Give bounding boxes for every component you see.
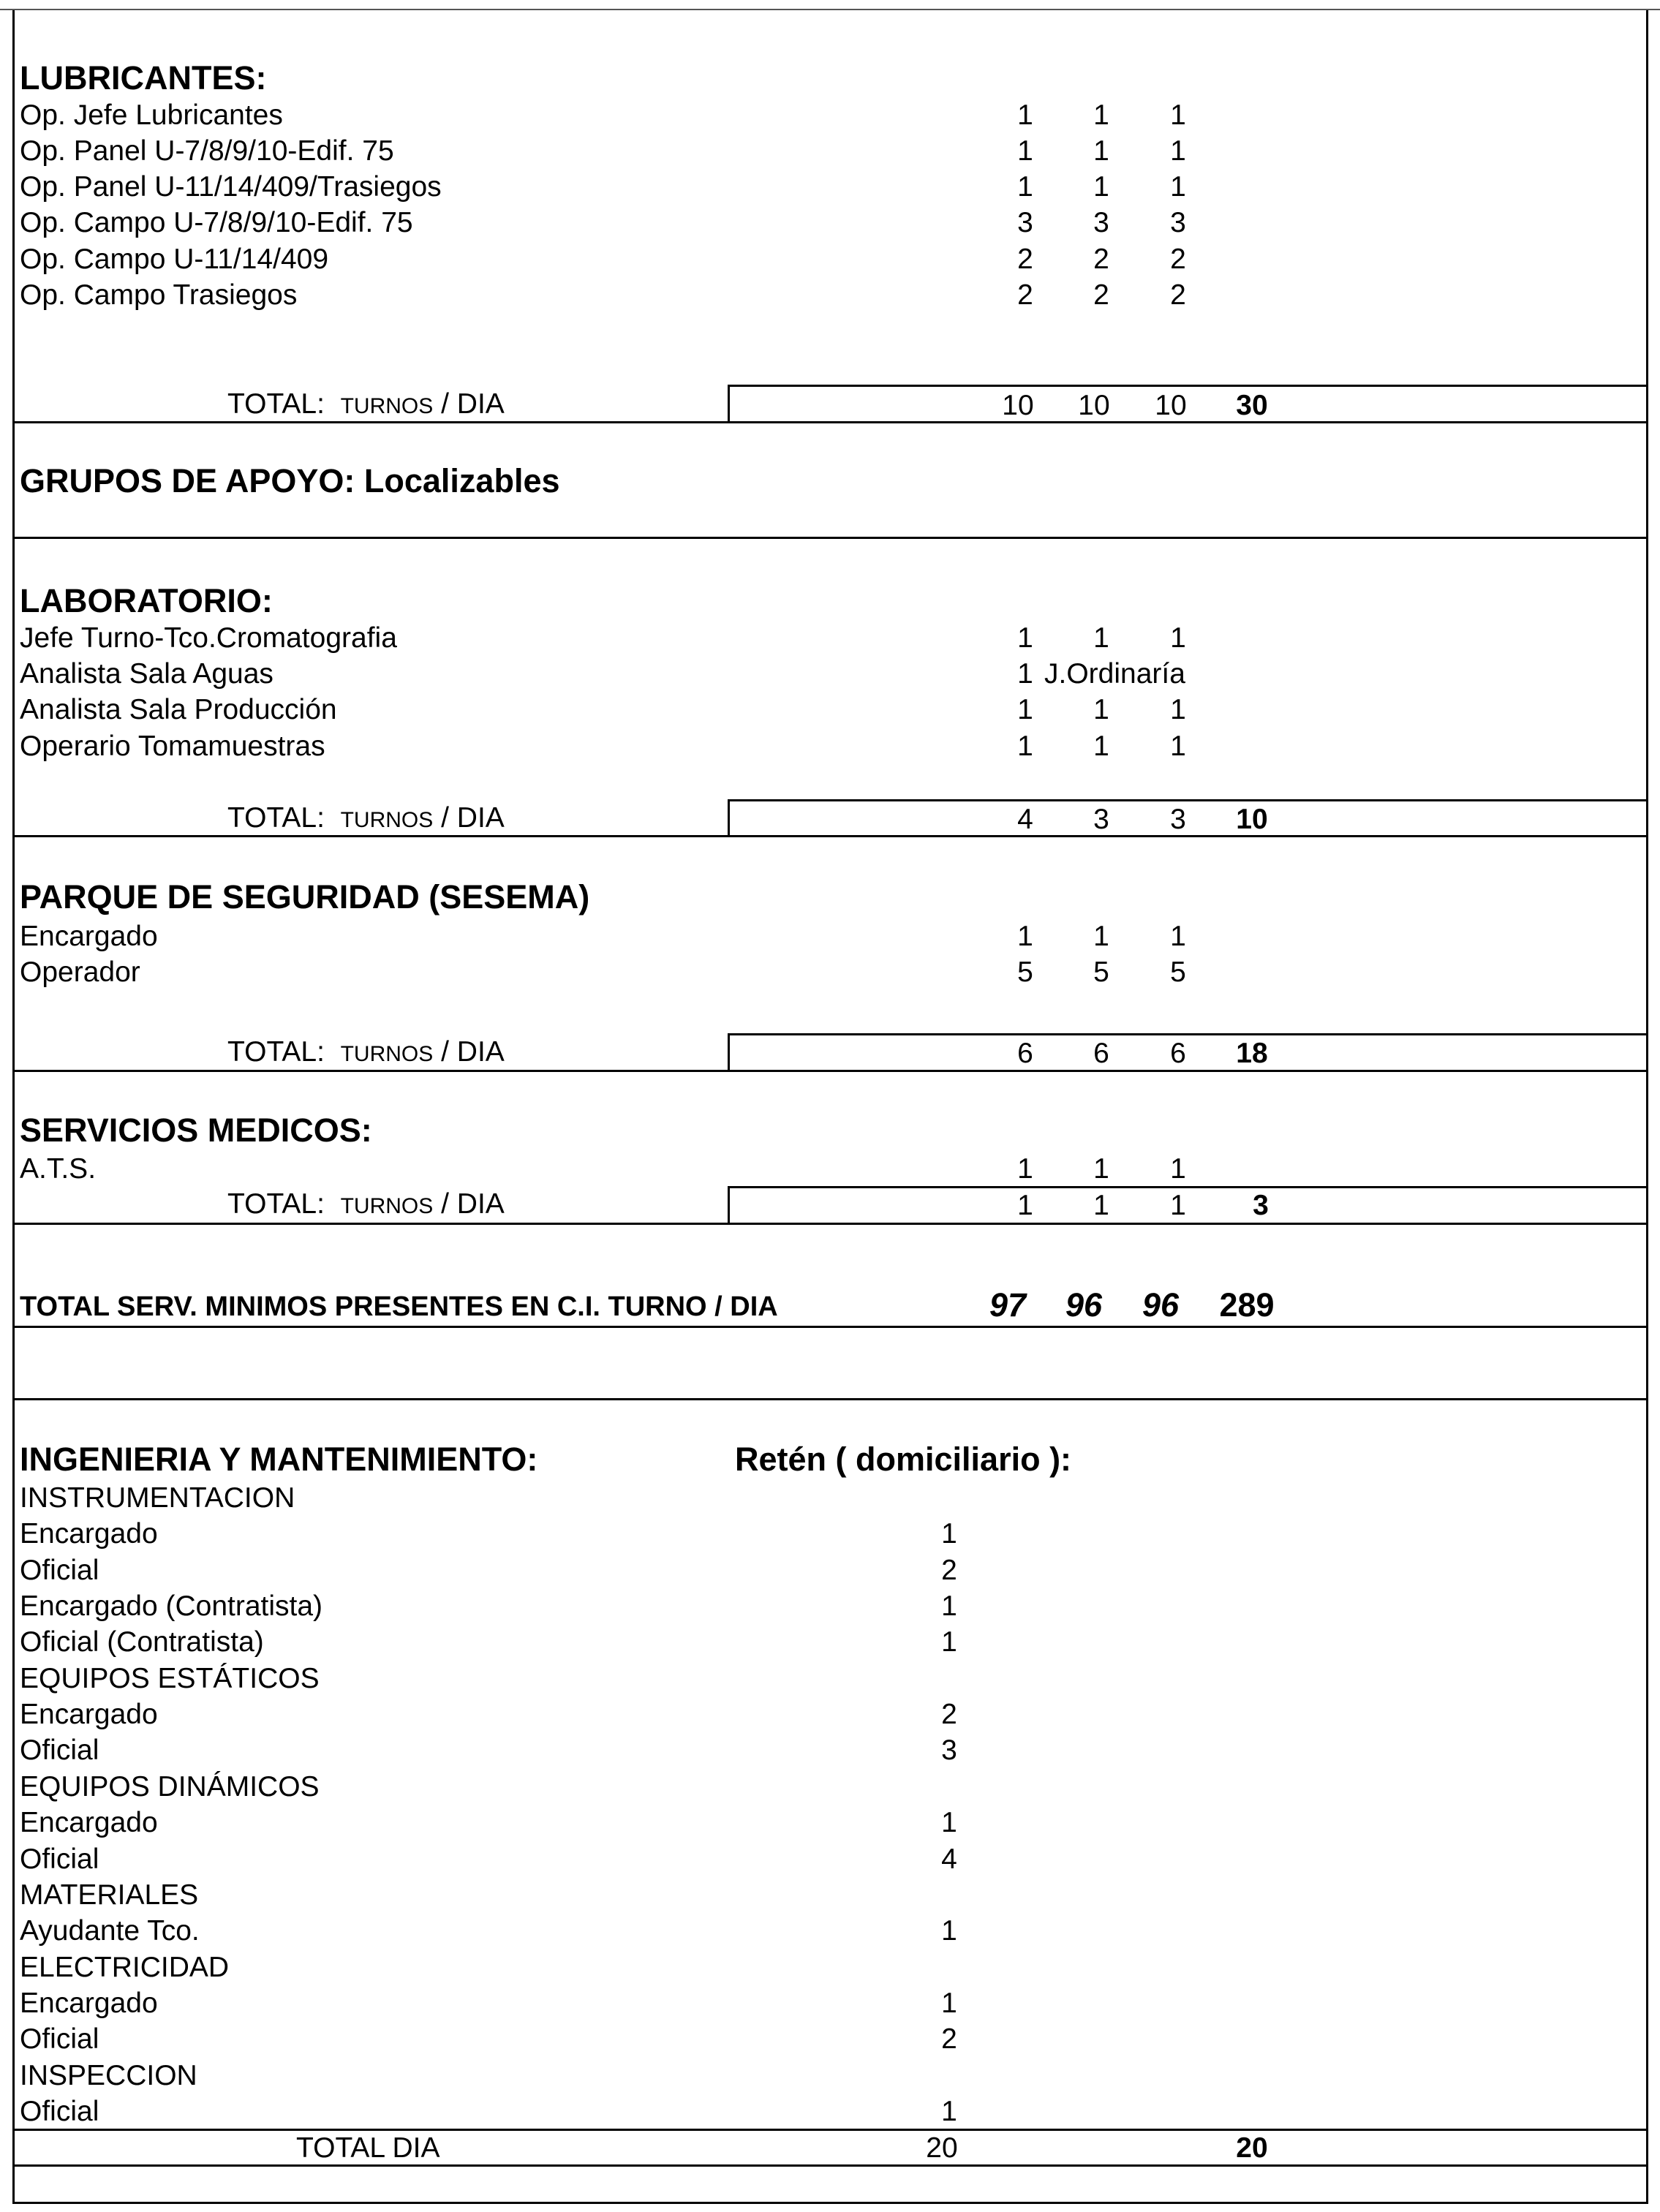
group-label: MATERIALES — [20, 1879, 199, 1911]
total-box-left — [728, 385, 730, 422]
row-label: Oficial — [20, 1555, 99, 1586]
total-label — [227, 1190, 505, 1218]
row-label: Oficial — [20, 1735, 99, 1766]
row-label: Encargado (Contratista) — [20, 1590, 323, 1622]
total-value: 1 — [1093, 1190, 1109, 1221]
total-label — [227, 1038, 505, 1066]
row-value: 1 — [1170, 921, 1186, 952]
row-value: 1 — [1017, 694, 1033, 725]
row-value: 3 — [1093, 207, 1109, 238]
row-value: 2 — [1093, 279, 1109, 311]
group-label: EQUIPOS ESTÁTICOS — [20, 1663, 320, 1694]
row-value: 2 — [1017, 244, 1033, 275]
total-value: 3 — [1170, 804, 1186, 835]
row-value: 1 — [941, 1988, 957, 2019]
total-sum: 10 — [1236, 804, 1268, 835]
row-note: J.Ordinaría — [1044, 658, 1185, 690]
section-divider — [12, 537, 1648, 539]
row-value: 3 — [941, 1735, 957, 1766]
row-label: Ayudante Tco. — [20, 1915, 200, 1947]
row-value: 1 — [1017, 99, 1033, 131]
grand-total-value: 96 — [1065, 1286, 1103, 1324]
total-value: 10 — [1002, 390, 1034, 421]
section-heading-servicios-medicos: SERVICIOS MEDICOS: — [20, 1111, 372, 1149]
reten-heading: Retén ( domiciliario ): — [735, 1441, 1072, 1478]
total-box-left — [728, 1033, 730, 1071]
row-value: 1 — [1170, 1153, 1186, 1185]
row-label: Oficial — [20, 2023, 99, 2055]
section-divider — [12, 1070, 1648, 1072]
row-value: 2 — [941, 1555, 957, 1586]
total-value: 6 — [1093, 1038, 1109, 1069]
total-box-top — [728, 1186, 1648, 1188]
row-label: Op. Campo U-7/8/9/10-Edif. 75 — [20, 207, 413, 238]
row-value: 1 — [1017, 658, 1033, 690]
grand-total-sum: 289 — [1219, 1286, 1275, 1324]
total-box-top — [728, 799, 1648, 801]
section-heading-ingenieria: INGENIERIA Y MANTENIMIENTO: — [20, 1441, 538, 1478]
row-value: 2 — [1170, 244, 1186, 275]
section-heading-grupos-apoyo: GRUPOS DE APOYO: Localizables — [20, 462, 560, 499]
row-value: 1 — [1017, 1153, 1033, 1185]
right-border — [1646, 10, 1648, 2204]
total-value: 1 — [1170, 1190, 1186, 1221]
row-value: 1 — [1093, 622, 1109, 654]
total-sum: 18 — [1236, 1038, 1268, 1069]
row-value: 1 — [1093, 135, 1109, 167]
section-divider — [12, 1326, 1648, 1328]
total-dia-sum: 20 — [1236, 2132, 1268, 2164]
total-value: 3 — [1093, 804, 1109, 835]
row-value: 1 — [1093, 921, 1109, 952]
row-label: Encargado — [20, 1699, 158, 1730]
row-value: 1 — [1093, 731, 1109, 762]
total-suffix: / DIA — [441, 1036, 505, 1068]
row-value: 1 — [1170, 622, 1186, 654]
grand-total-value: 97 — [989, 1286, 1027, 1324]
row-value: 1 — [1170, 694, 1186, 725]
row-value: 1 — [1093, 694, 1109, 725]
total-value: 10 — [1078, 390, 1110, 421]
grand-total-value: 96 — [1142, 1286, 1180, 1324]
section-divider — [12, 1223, 1648, 1225]
section-heading-parque-seguridad: PARQUE DE SEGURIDAD (SESEMA) — [20, 878, 590, 916]
row-value: 2 — [1170, 279, 1186, 311]
section-heading-lubricantes: LUBRICANTES: — [20, 59, 267, 97]
row-value: 1 — [941, 2096, 957, 2127]
row-label: Op. Campo Trasiegos — [20, 279, 298, 311]
row-value: 4 — [941, 1843, 957, 1875]
row-label: Op. Panel U-7/8/9/10-Edif. 75 — [20, 135, 394, 167]
section-heading-laboratorio: LABORATORIO: — [20, 582, 273, 619]
row-label: Encargado — [20, 1807, 158, 1838]
row-label: Encargado — [20, 921, 158, 952]
row-label: Analista Sala Producción — [20, 694, 337, 725]
row-value: 1 — [1017, 171, 1033, 203]
row-value: 1 — [1093, 99, 1109, 131]
top-border — [0, 9, 1660, 10]
total-box-top — [728, 1033, 1648, 1035]
row-label: Op. Panel U-11/14/409/Trasiegos — [20, 171, 442, 203]
row-label: Oficial (Contratista) — [20, 1626, 264, 1658]
total-turnos: TURNOS — [340, 394, 434, 418]
row-value: 1 — [941, 1518, 957, 1549]
row-value: 5 — [1170, 956, 1186, 988]
total-dia-value: 20 — [926, 2132, 958, 2164]
row-label: Op. Campo U-11/14/409 — [20, 244, 329, 275]
total-box-top — [12, 2129, 1648, 2131]
row-value: 1 — [1170, 135, 1186, 167]
row-value: 3 — [1017, 207, 1033, 238]
total-box-left — [728, 1186, 730, 1223]
total-label — [227, 390, 505, 418]
total-prefix: TOTAL: — [227, 388, 325, 420]
row-value: 1 — [1093, 171, 1109, 203]
total-turnos: TURNOS — [340, 1042, 434, 1066]
total-box-left — [728, 799, 730, 836]
total-sum: 30 — [1236, 390, 1268, 421]
row-label: Analista Sala Aguas — [20, 658, 273, 690]
row-value: 2 — [1093, 244, 1109, 275]
row-value: 1 — [941, 1915, 957, 1947]
row-label: Jefe Turno-Tco.Cromatografia — [20, 622, 397, 654]
row-label: Oficial — [20, 1843, 99, 1875]
total-prefix: TOTAL: — [227, 1036, 325, 1068]
left-border — [12, 10, 15, 2204]
row-label: Operario Tomamuestras — [20, 731, 325, 762]
grand-total-label: TOTAL SERV. MINIMOS PRESENTES EN C.I. TURNO / DIA — [20, 1291, 778, 1322]
row-value: 1 — [941, 1590, 957, 1622]
row-value: 3 — [1170, 207, 1186, 238]
row-value: 1 — [1170, 171, 1186, 203]
total-suffix: / DIA — [441, 1188, 505, 1220]
row-label: Encargado — [20, 1988, 158, 2019]
row-value: 1 — [941, 1807, 957, 1838]
total-turnos: TURNOS — [340, 1194, 434, 1218]
bottom-border — [12, 2202, 1648, 2204]
row-value: 1 — [1093, 1153, 1109, 1185]
total-suffix: / DIA — [441, 388, 505, 420]
group-label: INSPECCION — [20, 2060, 197, 2091]
row-value: 2 — [941, 1699, 957, 1730]
group-label: INSTRUMENTACION — [20, 1482, 295, 1514]
total-value: 6 — [1170, 1038, 1186, 1069]
section-divider — [12, 2164, 1648, 2167]
section-divider — [12, 835, 1648, 837]
row-label: Operador — [20, 956, 140, 988]
row-label: Oficial — [20, 2096, 99, 2127]
total-sum: 3 — [1253, 1190, 1269, 1221]
section-divider — [12, 1398, 1648, 1400]
total-box-top — [728, 385, 1648, 387]
row-value: 5 — [1017, 956, 1033, 988]
group-label: ELECTRICIDAD — [20, 1952, 230, 1983]
total-prefix: TOTAL: — [227, 802, 325, 834]
row-value: 1 — [1017, 731, 1033, 762]
row-value: 1 — [1017, 622, 1033, 654]
group-label: EQUIPOS DINÁMICOS — [20, 1771, 320, 1803]
row-label: Op. Jefe Lubricantes — [20, 99, 283, 131]
total-value: 6 — [1017, 1038, 1033, 1069]
row-value: 2 — [1017, 279, 1033, 311]
row-label: A.T.S. — [20, 1153, 97, 1185]
row-value: 1 — [1170, 99, 1186, 131]
row-value: 1 — [941, 1626, 957, 1658]
total-turnos: TURNOS — [340, 808, 434, 832]
total-dia-label: TOTAL DIA — [296, 2132, 440, 2164]
row-value: 1 — [1017, 135, 1033, 167]
total-value: 10 — [1155, 390, 1187, 421]
total-prefix: TOTAL: — [227, 1188, 325, 1220]
row-value: 1 — [1017, 921, 1033, 952]
row-value: 5 — [1093, 956, 1109, 988]
section-divider — [12, 421, 1648, 423]
total-value: 4 — [1017, 804, 1033, 835]
row-value: 2 — [941, 2023, 957, 2055]
row-label: Encargado — [20, 1518, 158, 1549]
total-label — [227, 804, 505, 832]
total-suffix: / DIA — [441, 802, 505, 834]
row-value: 1 — [1170, 731, 1186, 762]
total-value: 1 — [1017, 1190, 1033, 1221]
